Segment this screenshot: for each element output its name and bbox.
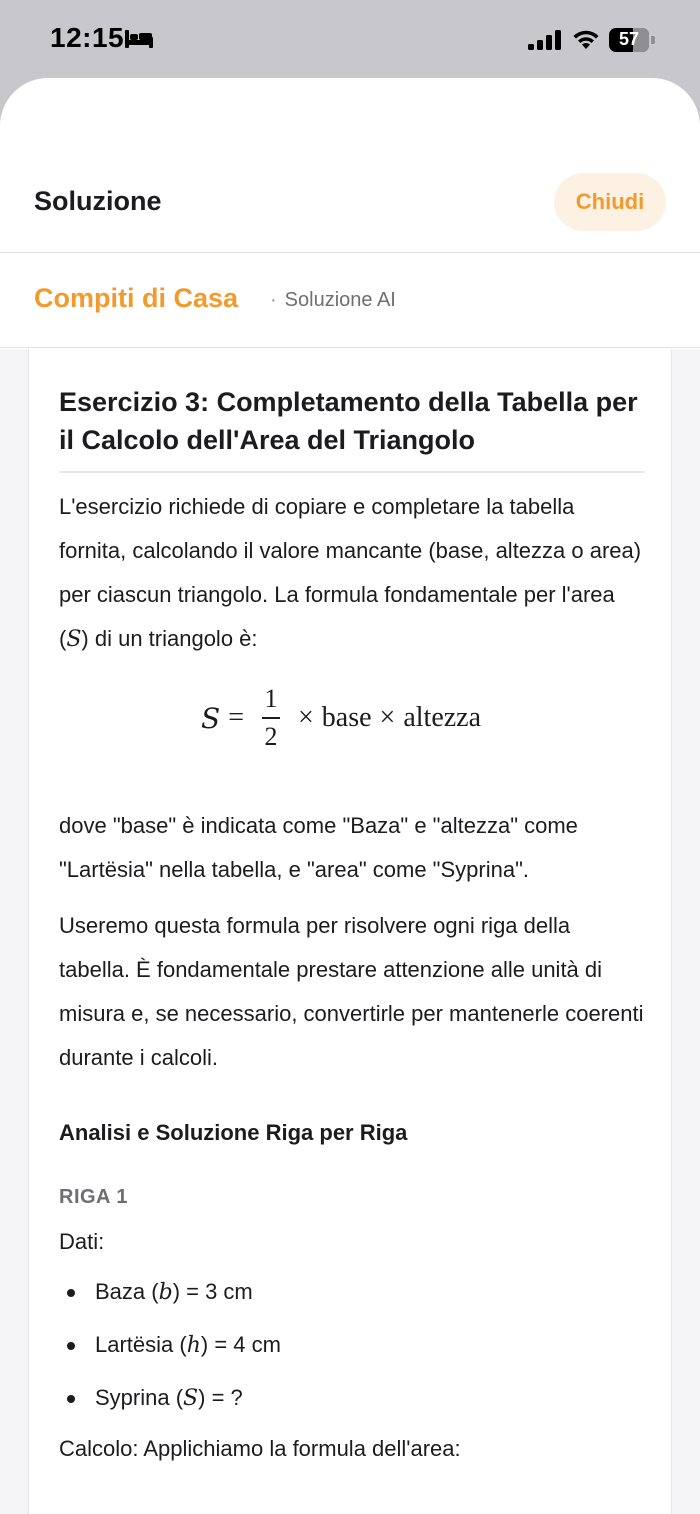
fraction-denominator: 2 (264, 722, 278, 751)
battery-indicator (609, 28, 655, 52)
battery-icon (609, 28, 649, 52)
brand-subtitle (270, 289, 396, 312)
formula-times: × (297, 702, 314, 733)
status-time: 12:15 (50, 22, 125, 53)
paragraph-method: Useremo questa formula per risolvere ogni riga della tabella. È fondamentale prestare attenzione alle unità di misura e, se necessario, convertirle per mantenerle coerenti durante i calcoli. (59, 913, 644, 1070)
given-data-list (59, 1277, 645, 1414)
area-variable: S (66, 627, 82, 652)
fraction-numerator: 1 (264, 684, 278, 713)
formula-fraction (262, 683, 280, 753)
formula-base: base (321, 702, 372, 733)
sheet-title: Soluzione (34, 186, 162, 216)
formula-equals: = (228, 702, 244, 733)
brand-name: Compiti di Casa (34, 283, 239, 313)
paragraph-terms: dove "base" è indicata come "Baza" e "altezza" come "Lartësia" nella tabella, e "area" come "Syprina". (59, 813, 578, 882)
data-label: Dati: (59, 1229, 105, 1254)
list-item: Lartësia (h) = 4 cm (59, 1330, 645, 1361)
section-title: Analisi e Soluzione Riga per Riga (59, 1120, 408, 1145)
solution-sheet (0, 78, 700, 1514)
list-item: Baza (b) = 3 cm (59, 1277, 645, 1308)
row-label: RIGA 1 (59, 1186, 128, 1208)
formula-height: altezza (403, 702, 482, 733)
brand-subtitle-label: Soluzione AI (284, 289, 396, 311)
status-bar (0, 0, 700, 78)
exercise-title: Esercizio 3: Completamento della Tabella per il Calcolo dell'Area del Triangolo (59, 383, 645, 473)
battery-level: 57 (618, 29, 640, 49)
bed-icon (124, 28, 154, 50)
sheet-header (0, 78, 700, 253)
area-formula (59, 672, 645, 792)
cellular-signal-icon (528, 30, 562, 50)
intro-paragraph: L'esercizio richiede di copiare e completare la tabella fornita, calcolando il valore mancante (base, altezza o area) per ciascun triangolo. La formula fondamentale per l'area (S) di un triangolo è: (59, 494, 642, 652)
solution-card (28, 349, 672, 1514)
close-button[interactable]: Chiudi (554, 173, 666, 231)
formula-times: × (379, 702, 396, 733)
wifi-icon (571, 27, 601, 51)
formula-lhs: S (201, 701, 221, 735)
calculation-text: Calcolo: Applichiamo la formula dell'area: (59, 1436, 461, 1461)
brand-bar (0, 254, 700, 348)
separator-dot: · (270, 289, 277, 311)
list-item: Syprina (S) = ? (59, 1383, 645, 1414)
